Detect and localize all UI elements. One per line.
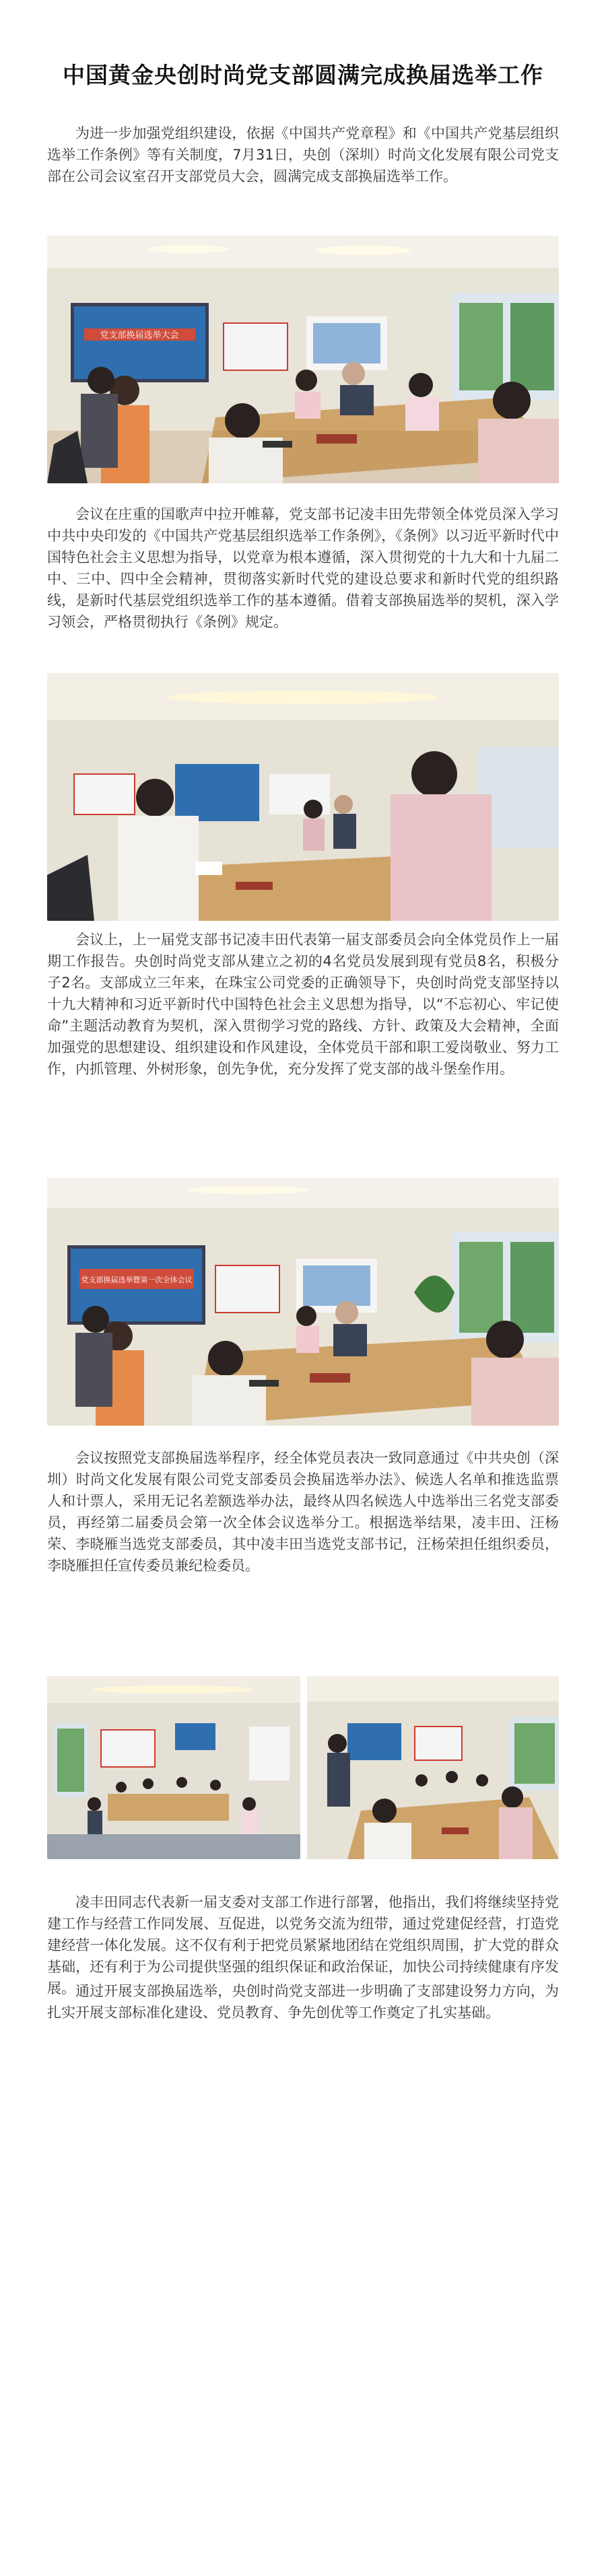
paragraph-conclusion: 通过开展支部换届选举，央创时尚党支部进一步明确了支部建设努力方向，为扎实开展支部标准化建设、党员教育、争先创优等工作奠定了扎实基础。 bbox=[47, 1983, 559, 2021]
screen-text-1: 党支部换届选举大会 bbox=[100, 330, 179, 341]
meeting-photo-1 bbox=[47, 236, 559, 483]
paragraph-intro: 为进一步加强党组织建设，依据《中国共产党章程》和《中国共产党基层组织选举工作条例》等有关制度，7月31日，央创（深圳）时尚文化发展有限公司党支部在公司会议室召开支部党员大会，圆满完成支部换届选举工作。 bbox=[47, 125, 559, 184]
meeting-photo-3 bbox=[47, 1178, 559, 1426]
meeting-photo-4a bbox=[47, 1676, 300, 1859]
meeting-photo-4b bbox=[307, 1676, 559, 1859]
paragraph-election: 会议按照党支部换届选举程序，经全体党员表决一致同意通过《中共央创（深圳）时尚文化发展有限公司党支部委员会换届选举办法》、候选人名单和推选监票人和计票人，采用无记名差额选举办法，最终从四名候选人中选举出三名党支部委员，再经第二届委员会第一次全体会议选举分工。根据选举结果，凌丰田、汪杨荣、李晓雁当选党支部委员，其中凌丰田当选党支部书记，汪杨荣担任组织委员，李晓雁担任宣传委员兼纪检委员。 bbox=[47, 1450, 559, 1574]
paragraph-study: 会议在庄重的国歌声中拉开帷幕，党支部书记凌丰田先带领全体党员深入学习中共中央印发的《中国共产党基层组织选举工作条例》，《条例》以习近平新时代中国特色社会主义思想为指导，以党章为根本遵循，深入贯彻党的十九大和十九届二中、三中、四中全会精神，贯彻落实新时代党的建设总要求和新时代党的组织路线，是新时代基层党组织选举工作的基本遵循。借着支部换届选举的契机，深入学习领会，严格贯彻执行《条例》规定。 bbox=[47, 506, 559, 630]
paragraph-deployment: 凌丰田同志代表新一届支委对支部工作进行部署，他指出，我们将继续坚持党建工作与经营工作同发展、互促进，以党务交流为纽带，通过党建促经营，打造党建经营一体化发展。这不仅有利于把党员紧紧地团结在党组织周围，扩大党的群众基础，还有利于为公司提供坚强的组织保证和政治保证，加快公司持续健康有序发展。 bbox=[47, 1894, 559, 1996]
article-title: 中国黄金央创时尚党支部圆满完成换届选举工作 bbox=[63, 62, 543, 88]
meeting-photo-2 bbox=[47, 673, 559, 921]
paragraph-report: 会议上，上一届党支部书记凌丰田代表第一届支部委员会向全体党员作上一届期工作报告。央创时尚党支部从建立之初的4名党员发展到现有党员8名，积极分子2名。支部成立三年来，在珠宝公司党委的正确领导下，央创时尚党支部坚持以十九大精神和习近平新时代中国特色社会主义思想为指导，以“不忘初心、牢记使命”主题活动教育为契机，深入贯彻学习党的路线、方针、政策及大会精神，全面加强党的思想建设、组织建设和作风建设，全体党员干部和职工爱岗敬业、努力工作，内抓管理、外树形象，创先争优，充分发挥了党支部的战斗堡垒作用。 bbox=[47, 932, 559, 1077]
screen-text-3: 党支部换届选举暨第一次全体会议 bbox=[81, 1276, 193, 1284]
